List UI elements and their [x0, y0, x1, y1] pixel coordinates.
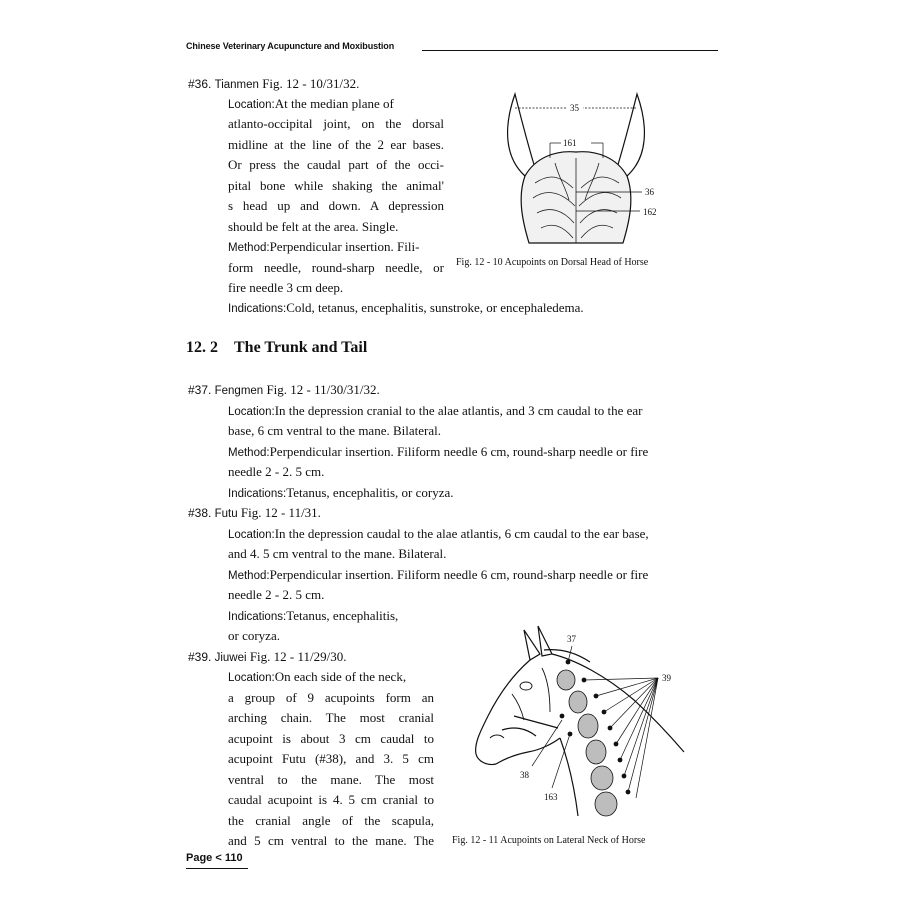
text-line: and 5 cm ventral to the mane. The: [228, 833, 434, 848]
figure-10-caption: Fig. 12 - 10 Acupoints on Dorsal Head of Horse: [456, 257, 649, 268]
entry-38-indications-line: Indications:Tetanus, encephalitis,: [228, 608, 399, 623]
text-line: a group of 9 acupoints form an: [228, 690, 434, 705]
page-number: Page < 110: [186, 852, 243, 864]
section-heading: [186, 339, 367, 357]
text-line: form needle, round-sharp needle, or: [228, 260, 444, 275]
entry-37-heading: [188, 382, 380, 399]
entry-36-heading: [188, 76, 359, 93]
method-label: Method:: [228, 570, 270, 582]
figure-11-caption: Fig. 12 - 11 Acupoints on Lateral Neck of Horse: [452, 835, 646, 846]
header-rule: [422, 50, 718, 51]
label-161: 161: [563, 138, 577, 148]
entry-number: #38.: [188, 506, 212, 520]
entry-39-heading: [188, 649, 347, 666]
text-line: fire needle 3 cm deep.: [228, 280, 344, 295]
text-line: or coryza.: [228, 628, 280, 643]
entry-number: #36.: [188, 77, 212, 91]
entry-name: Futu: [214, 508, 238, 520]
entry-number: #37.: [188, 383, 212, 397]
section-title: The Trunk and Tail: [234, 339, 368, 356]
label-162: 162: [643, 207, 657, 217]
face-details: [490, 668, 550, 738]
entry-36-method-line: Method:Perpendicular insertion. Fili-: [228, 239, 420, 254]
figure-ref: Fig. 12 - 11/29/30.: [249, 649, 347, 664]
book-title: Chinese Veterinary Acupuncture and Moxibustion: [186, 41, 395, 51]
method-label: Method:: [228, 242, 270, 254]
text-line: acupoint is about 3 cm caudal to: [228, 731, 434, 746]
entry-37-indications-line: Indications:Tetanus, encephalitis, or coryza.: [228, 485, 454, 500]
label-36: 36: [645, 187, 654, 197]
figure-ref: Fig. 12 - 11/31.: [240, 505, 321, 520]
location-label: Location:: [228, 99, 275, 111]
entry-name: Fengmen: [214, 385, 264, 397]
entry-36-location-line: Location:At the median plane of: [228, 96, 394, 111]
indications-label: Indications:: [228, 303, 287, 315]
text-line: acupoint Futu (#38), and 3. 5 cm: [228, 751, 434, 766]
section-number: 12. 2: [186, 339, 218, 356]
right-ear: [617, 94, 644, 176]
text-line: and 4. 5 cm ventral to the mane. Bilateral.: [228, 546, 447, 561]
text-line: base, 6 cm ventral to the mane. Bilateral.: [228, 423, 441, 438]
location-label: Location:: [228, 672, 275, 684]
text-line: arching chain. The most cranial: [228, 710, 434, 725]
footer-rule: [186, 868, 248, 869]
label-163: 163: [544, 792, 558, 802]
text-line: midline at the line of the 2 ear bases.: [228, 137, 444, 152]
label-38: 38: [520, 770, 529, 780]
entry-39-location-line: Location:On each side of the neck,: [228, 669, 407, 684]
left-ear: [508, 94, 535, 176]
text-line: needle 2 - 2. 5 cm.: [228, 464, 325, 479]
text-line: Or press the caudal part of the occi-: [228, 157, 444, 172]
location-label: Location:: [228, 529, 275, 541]
figure-ref: Fig. 12 - 11/30/31/32.: [266, 382, 380, 397]
running-header: [186, 38, 718, 58]
entry-38-method-line: Method:Perpendicular insertion. Filiform needle 6 cm, round-sharp needle or fire: [228, 567, 649, 582]
entry-36-indications-line: Indications:Cold, tetanus, encephalitis, sunstroke, or encephaledema.: [228, 300, 584, 315]
text-line: should be felt at the area. Single.: [228, 219, 399, 234]
method-label: Method:: [228, 447, 270, 459]
indications-label: Indications:: [228, 611, 287, 623]
location-label: Location:: [228, 406, 275, 418]
entry-37-location-line: Location:In the depression cranial to the alae atlantis, and 3 cm caudal to the ear: [228, 403, 643, 418]
text-line: pital bone while shaking the animal': [228, 178, 444, 193]
text-line: s head up and down. A depression: [228, 198, 444, 213]
figure-ref: Fig. 12 - 10/31/32.: [262, 76, 360, 91]
text-line: the cranial angle of the scapula,: [228, 813, 434, 828]
label-39: 39: [662, 673, 671, 683]
figure-dorsal-head-horse: [495, 88, 665, 248]
entry-37-method-line: Method:Perpendicular insertion. Filiform needle 6 cm, round-sharp needle or fire: [228, 444, 649, 459]
label-37: 37: [567, 634, 576, 644]
entry-38-location-line: Location:In the depression caudal to the alae atlantis, 6 cm caudal to the ear base,: [228, 526, 649, 541]
text-line: caudal acupoint is 4. 5 cm cranial to: [228, 792, 434, 807]
figure-lateral-neck-horse: [466, 620, 702, 830]
entry-name: Jiuwei: [214, 652, 247, 664]
text-line: atlanto-occipital joint, on the dorsal: [228, 116, 444, 131]
entry-38-heading: [188, 505, 321, 522]
text-line: needle 2 - 2. 5 cm.: [228, 587, 325, 602]
vertebrae: [557, 670, 617, 816]
entry-name: Tianmen: [214, 79, 259, 91]
indications-label: Indications:: [228, 488, 287, 500]
entry-number: #39.: [188, 650, 212, 664]
text-line: ventral to the mane. The most: [228, 772, 434, 787]
label-35: 35: [570, 103, 579, 113]
